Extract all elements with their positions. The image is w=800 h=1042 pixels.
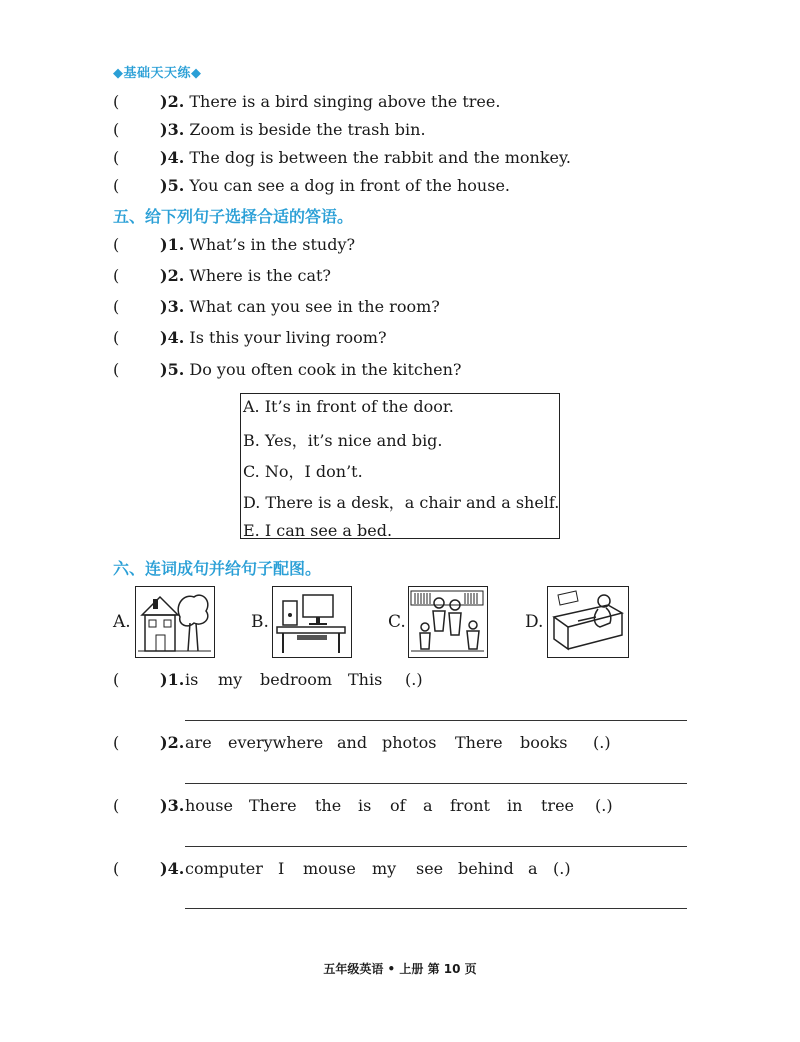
word: see bbox=[416, 859, 444, 878]
question-text: Where is the cat? bbox=[189, 266, 332, 285]
picture-label-c: C. bbox=[388, 612, 406, 632]
question-number: )4. bbox=[160, 859, 185, 878]
answer-paren[interactable]: ( bbox=[113, 176, 120, 195]
picture-label-a: A. bbox=[113, 612, 131, 632]
answer-options-box bbox=[240, 393, 560, 539]
word: books bbox=[520, 733, 568, 752]
question-number: )3. bbox=[160, 796, 185, 815]
section6-title: 六、连词成句并给句子配图。 bbox=[113, 559, 322, 578]
question-text: There is a bird singing above the tree. bbox=[189, 92, 501, 111]
answer-paren[interactable]: ( bbox=[113, 328, 120, 347]
word: is bbox=[185, 670, 199, 689]
word: everywhere bbox=[228, 733, 324, 752]
library-people-picture bbox=[408, 586, 488, 658]
answer-line[interactable] bbox=[185, 908, 687, 909]
question-text: Do you often cook in the kitchen? bbox=[189, 360, 462, 379]
question-number: )3. What can you see in the room? bbox=[160, 297, 440, 316]
word: in bbox=[507, 796, 523, 815]
word: a bbox=[528, 859, 538, 878]
question-number: )2. bbox=[160, 733, 185, 752]
word: my bbox=[372, 859, 397, 878]
word: There bbox=[249, 796, 297, 815]
word: the bbox=[315, 796, 342, 815]
bedroom-bed-picture bbox=[547, 586, 629, 658]
section5-title: 五、给下列句子选择合适的答语。 bbox=[113, 207, 354, 226]
question-number: )3. Zoom is beside the trash bin. bbox=[160, 120, 426, 139]
answer-paren[interactable]: ( bbox=[113, 670, 120, 689]
question-text: You can see a dog in front of the house. bbox=[189, 176, 510, 195]
page-footer: 五年级英语 • 上册 第 10 页 bbox=[323, 962, 477, 976]
word: a bbox=[423, 796, 433, 815]
word: photos bbox=[382, 733, 437, 752]
answer-paren[interactable]: ( bbox=[113, 733, 120, 752]
question-number: )5. You can see a dog in front of the house. bbox=[160, 176, 510, 195]
answer-option: A. It’s in front of the door. bbox=[243, 397, 454, 416]
list-item bbox=[0, 859, 800, 883]
answer-paren[interactable]: ( bbox=[113, 266, 120, 285]
word: house bbox=[185, 796, 233, 815]
computer-desk-picture bbox=[272, 586, 352, 658]
section-header-label: ◆基础天天练◆ bbox=[113, 66, 202, 81]
answer-paren[interactable]: ( bbox=[113, 120, 120, 139]
answer-paren[interactable]: ( bbox=[113, 297, 120, 316]
picture-label-b: B. bbox=[251, 612, 269, 632]
word: front bbox=[450, 796, 490, 815]
list-item bbox=[0, 733, 800, 757]
word: computer bbox=[185, 859, 263, 878]
answer-paren[interactable]: ( bbox=[113, 235, 120, 254]
answer-paren[interactable]: ( bbox=[113, 148, 120, 167]
question-text: Is this your living room? bbox=[189, 328, 387, 347]
answer-line[interactable] bbox=[185, 783, 687, 784]
word: There bbox=[455, 733, 503, 752]
word: bedroom bbox=[260, 670, 333, 689]
picture-label-d: D. bbox=[525, 612, 544, 632]
answer-option: E. I can see a bed. bbox=[243, 521, 393, 540]
question-number: )4. The dog is between the rabbit and the monkey. bbox=[160, 148, 572, 167]
answer-line[interactable] bbox=[185, 720, 687, 721]
word: of bbox=[390, 796, 406, 815]
question-text: Zoom is beside the trash bin. bbox=[189, 120, 426, 139]
answer-option: C. No，I don’t. bbox=[243, 462, 363, 481]
question-number: )2. Where is the cat? bbox=[160, 266, 332, 285]
word: is bbox=[358, 796, 372, 815]
word: mouse bbox=[303, 859, 356, 878]
answer-paren[interactable]: ( bbox=[113, 92, 120, 111]
question-text: What’s in the study? bbox=[189, 235, 356, 254]
word: I bbox=[278, 859, 285, 878]
answer-line[interactable] bbox=[185, 846, 687, 847]
question-number: )4. Is this your living room? bbox=[160, 328, 387, 347]
answer-option: B. Yes，it’s nice and big. bbox=[243, 431, 443, 450]
word: are bbox=[185, 733, 212, 752]
word: (.) bbox=[553, 859, 571, 878]
question-number: )2. There is a bird singing above the tree. bbox=[160, 92, 501, 111]
answer-paren[interactable]: ( bbox=[113, 360, 120, 379]
word: This bbox=[348, 670, 383, 689]
question-number: )1. bbox=[160, 670, 185, 689]
word: (.) bbox=[593, 733, 611, 752]
word: tree bbox=[541, 796, 575, 815]
list-item bbox=[0, 796, 800, 820]
question-text: The dog is between the rabbit and the monkey. bbox=[189, 148, 572, 167]
question-number: )5. Do you often cook in the kitchen? bbox=[160, 360, 462, 379]
question-number: )1. What’s in the study? bbox=[160, 235, 356, 254]
answer-paren[interactable]: ( bbox=[113, 796, 120, 815]
question-text: What can you see in the room? bbox=[189, 297, 440, 316]
word: behind bbox=[458, 859, 514, 878]
list-item bbox=[0, 670, 800, 694]
answer-paren[interactable]: ( bbox=[113, 859, 120, 878]
word: (.) bbox=[595, 796, 613, 815]
word: (.) bbox=[405, 670, 423, 689]
answer-option: D. There is a desk，a chair and a shelf. bbox=[243, 493, 560, 512]
word: my bbox=[218, 670, 243, 689]
house-tree-picture bbox=[135, 586, 215, 658]
word: and bbox=[337, 733, 368, 752]
